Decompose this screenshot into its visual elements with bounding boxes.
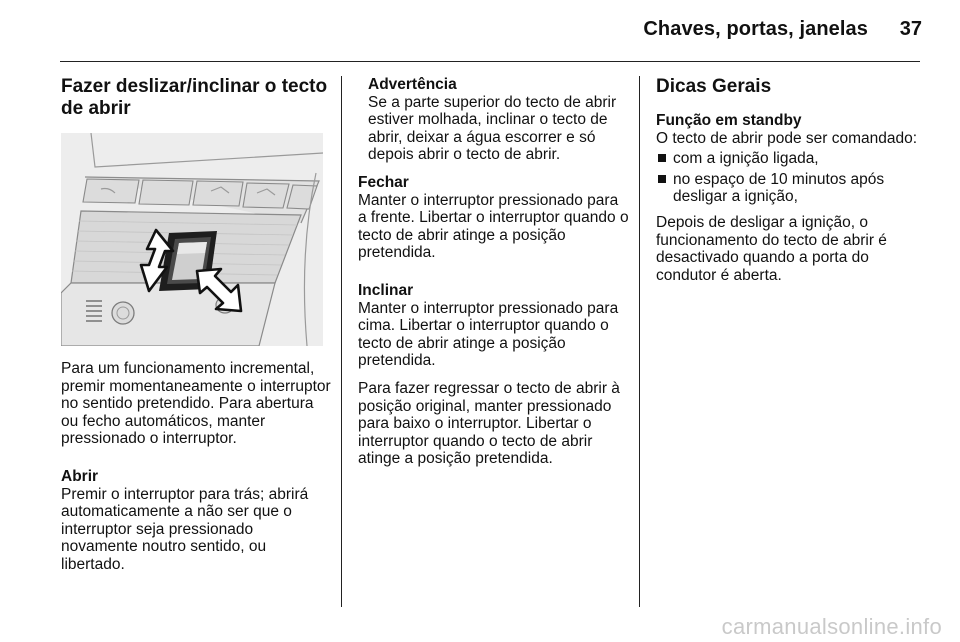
list-item bbox=[656, 171, 924, 206]
subheading-fechar: Fechar bbox=[358, 173, 409, 191]
paragraph-standby: O tecto de abrir pode ser comandado: bbox=[656, 129, 918, 147]
list-item-text: com a ignição ligada, bbox=[673, 150, 819, 168]
column-divider-left bbox=[341, 76, 342, 607]
page-number: 37 bbox=[899, 18, 922, 40]
watermark: carmanualsonline.info bbox=[721, 614, 942, 639]
section-heading-slide-tilt: Fazer deslizar/inclinar o tecto de abrir bbox=[61, 76, 328, 119]
list-item-text: no espaço de 10 minutos após desligar a ignição, bbox=[673, 170, 885, 206]
standby-conditions-list bbox=[656, 150, 924, 206]
paragraph-abrir: Premir o interruptor para trás; abrirá automaticamente a não ser que o interruptor seja pressionado novamente noutro sentido, ou libertado. bbox=[61, 485, 309, 573]
header-title: Chaves, portas, janelas bbox=[643, 18, 868, 40]
paragraph-regressar: Para fazer regressar o tecto de abrir à posição original, manter pressionado para baixo o interruptor. Libertar o interruptor quando o tecto de abrir atinge a posição pretendida. bbox=[358, 379, 620, 468]
paragraph-fechar: Manter o interruptor pressionado para a frente. Libertar o interruptor quando o tecto de abrir atinge a posição pretendida. bbox=[358, 191, 629, 262]
sunroof-switch-illustration bbox=[61, 133, 323, 346]
header-rule bbox=[60, 61, 920, 62]
subheading-abrir: Abrir bbox=[61, 467, 99, 485]
paragraph-inclinar: Manter o interruptor pressionado para cima. Libertar o interruptor quando o tecto de abrir atinge a posição pretendida. bbox=[358, 299, 619, 370]
column-divider-right bbox=[639, 76, 640, 607]
column-2 bbox=[358, 76, 630, 468]
column-3 bbox=[656, 76, 924, 284]
column-1 bbox=[61, 76, 331, 574]
paragraph-incremental: Para um funcionamento incremental, premir momentaneamente o interruptor no sentido pretendido. Para abertura ou fecho automáticos, manter pressionado o interruptor. bbox=[61, 360, 331, 448]
list-item bbox=[656, 150, 924, 168]
subheading-inclinar: Inclinar bbox=[358, 281, 414, 299]
subheading-standby: Função em standby bbox=[656, 112, 802, 129]
paragraph-after-ignition: Depois de desligar a ignição, o funcionamento do tecto de abrir é desactivado quando a porta do condutor é aberta. bbox=[656, 213, 887, 284]
section-heading-dicas-gerais: Dicas Gerais bbox=[656, 76, 772, 97]
warning-heading: Advertência bbox=[368, 76, 457, 93]
warning-box bbox=[358, 76, 630, 164]
warning-text: Se a parte superior do tecto de abrir estiver molhada, inclinar o tecto de abrir, deixar a água escorrer e só depois abrir o tecto de abrir. bbox=[368, 93, 617, 164]
bullet-square-icon bbox=[658, 175, 666, 183]
bullet-square-icon bbox=[658, 154, 666, 162]
